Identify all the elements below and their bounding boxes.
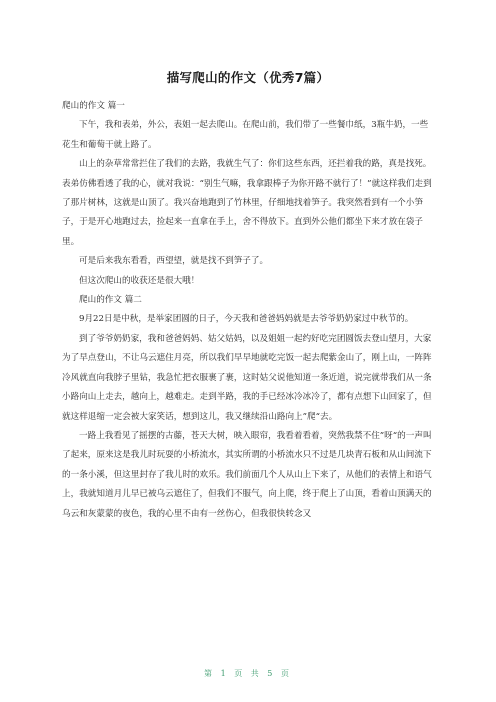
paragraph: 9月22日是中秋，是举家团圆的日子，今天我和爸爸妈妈就是去爷爷奶奶家过中秋节的。 [79, 314, 414, 325]
paragraph: 一路上我看见了摇摆的古藤，苍天大树，映入眼帘，我看着看着，突然我禁不住”呀“的一声叫了起来，原来这是我儿时玩耍的小桥流水，其实所谓的小桥流水只不过是几块青石板和从山间流下的一条小溪，但这里封存了我儿时的欢乐。我们前面几个人从山上下来了，从他们的表情上和语气上，我就知道月儿早已被乌云遮住了，但我们不服气，向上爬，终于爬上了山顶，看着山顶满天的乌云和灰蒙蒙的夜色，我的心里不由有一丝伤心，但我很快转念又 [62, 430, 432, 519]
paragraph: 下午，我和表弟，外公，表姐一起去爬山。在爬山前，我们带了一些餐巾纸，3瓶牛奶，一些花生和葡萄干就上路了。 [62, 120, 429, 150]
section-heading: 爬山的作文 篇二 [79, 295, 142, 306]
document-body [62, 97, 436, 524]
paragraph: 但这次爬山的收获还是很大哦！ [79, 275, 200, 286]
document-title: 描写爬山的作文（优秀7篇） [166, 70, 330, 85]
paragraph: 到了爷爷奶奶家，我和爸爸妈妈、姑父姑妈，以及姐姐一起约好吃完团圆饭去登山望月，大家为了早点登山，不让乌云遮住月亮，所以我们早早地就吃完饭一起去爬紫金山了，刚上山，一阵阵冷风就直向我脖子里钻，我急忙把衣服裹了裹，这时姑父说他知道一条近道，说完就带我们从一条小路向山上走去，越向上，越难走。走到半路，我的手已经冰冷冰冷了，都有点想下山回家了，但就这样退缩一定会被大家笑话，想到这儿，我又继续沿山路向上”爬“去。 [62, 333, 432, 422]
page-footer: 第 1 页 共 5 页 [204, 669, 292, 678]
paragraph: 可是后来我东看看，西望望，就是找不到笋子了。 [79, 256, 269, 267]
section-heading: 爬山的作文 篇一 [62, 101, 125, 111]
paragraph: 山上的杂草常常拦住了我们的去路，我就生气了：你们这些东西，还拦着我的路，真是找死。表弟仿佛看透了我的心，就对我说：“别生气嘛，我拿跟棒子为你开路不就行了！”就这样我们走到了那片树林，这就是山顶了。我兴奋地跑到了竹林里，仔细地找着笋子。我突然看到有一个小笋子，于是开心地跑过去，捡起来一直拿在手上，舍不得放下。直到外公他们都坐下来才放在袋子里。 [62, 159, 432, 247]
